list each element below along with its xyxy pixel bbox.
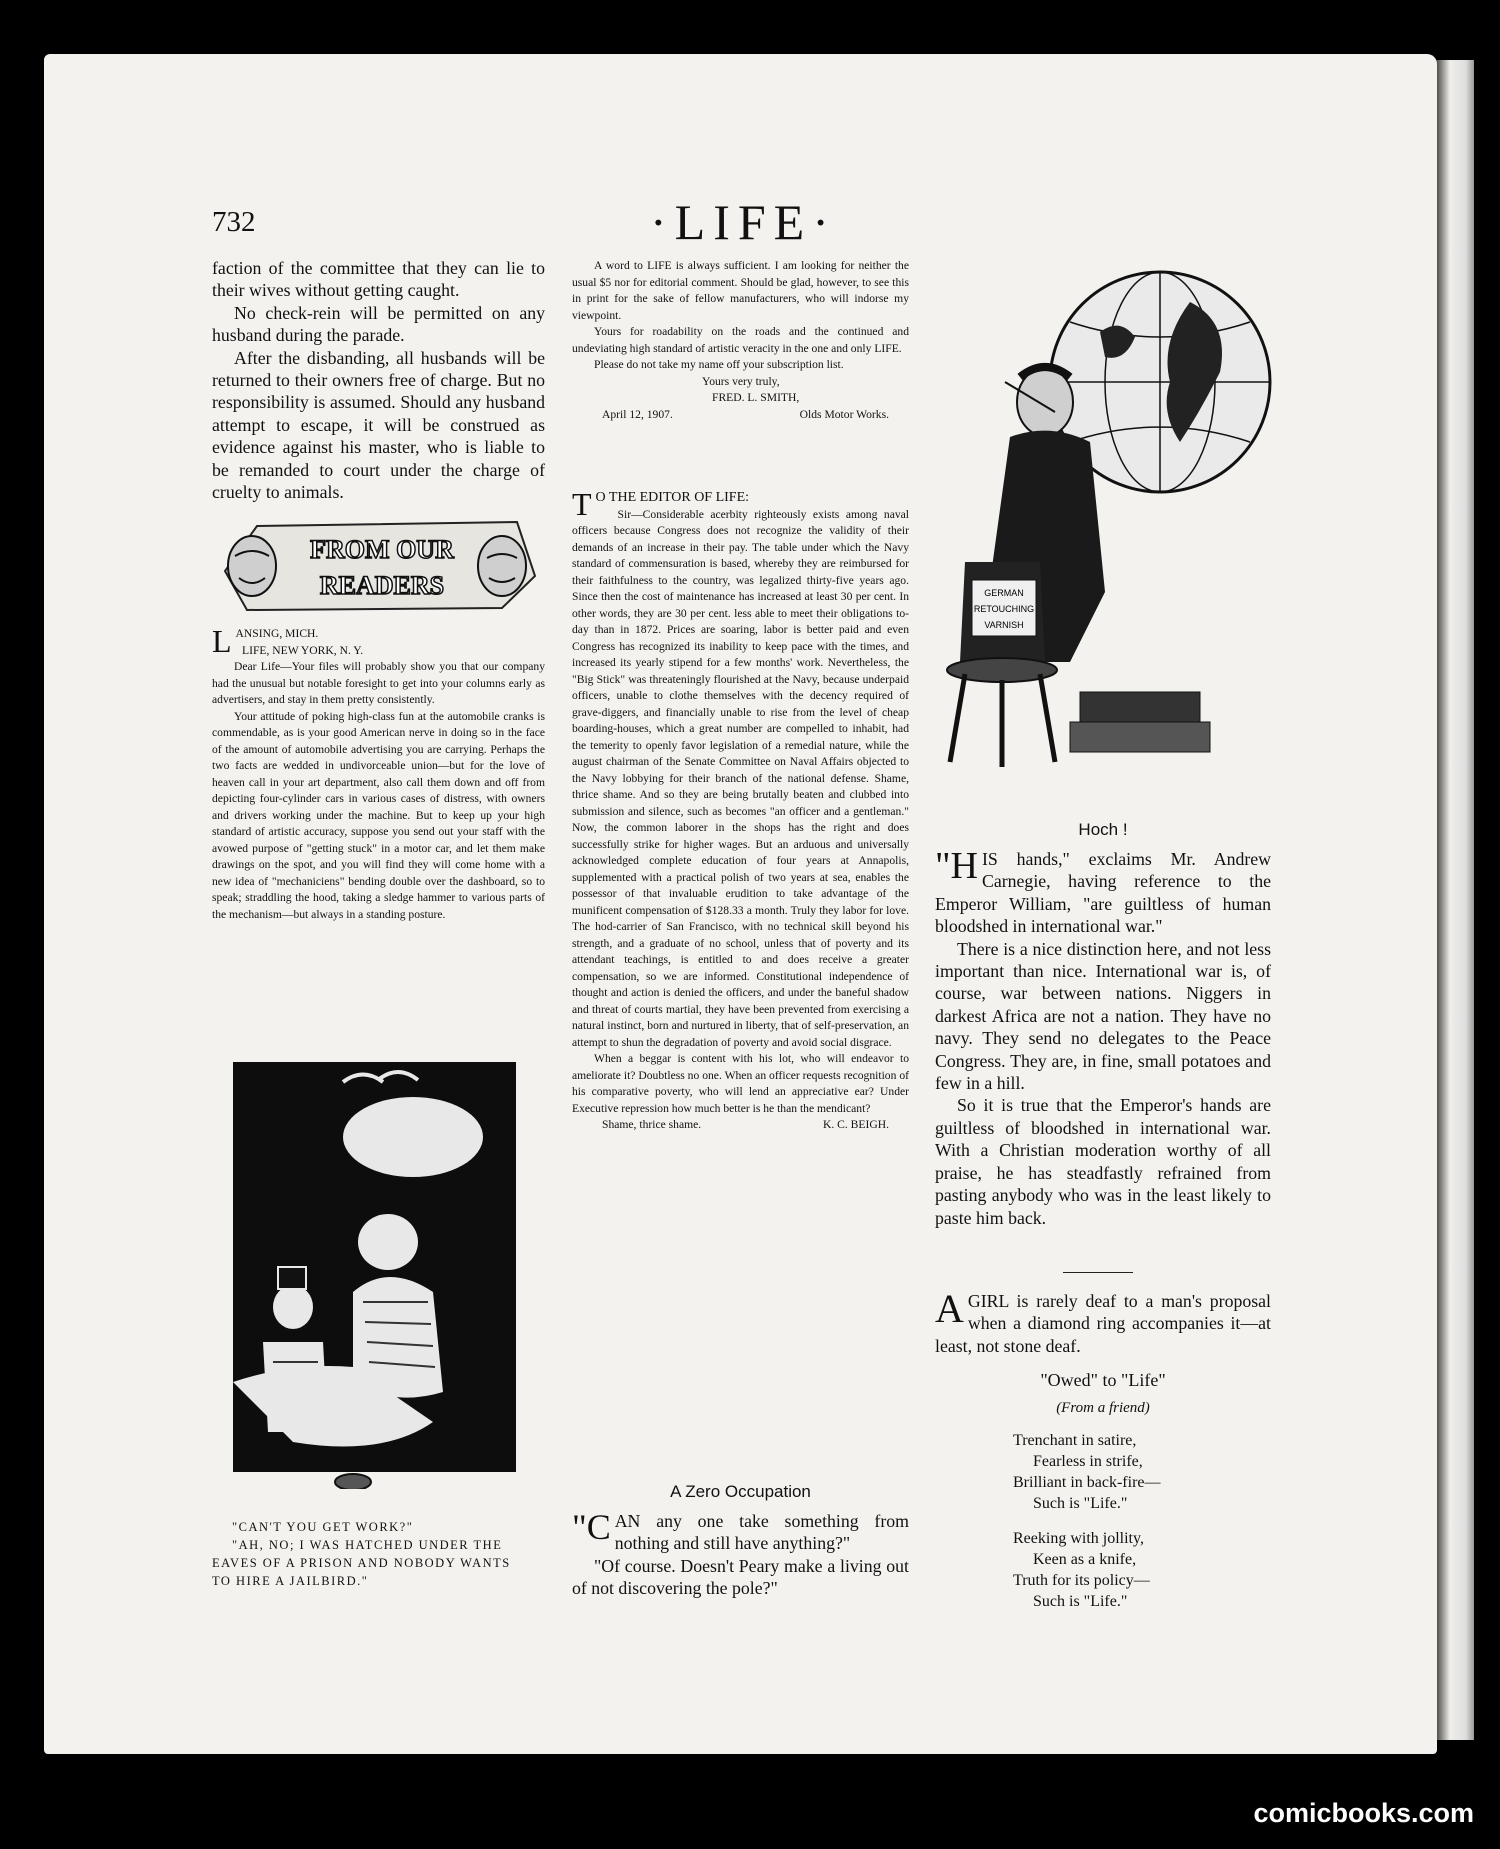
letter-company: Olds Motor Works. xyxy=(799,407,889,421)
paragraph: No check-rein will be permitted on any husband during the parade. xyxy=(212,302,545,346)
dropcap: "C xyxy=(572,1507,611,1547)
paragraph: A word to LIFE is always sufficient. I am looking for neither the usual $5 nor for editorial comment. Should be glad, however, to see this in print for the sake of fellow manufacturers, who will indorse my viewpoint. xyxy=(572,259,909,322)
stool-drawing xyxy=(947,658,1057,767)
zero-occupation-article xyxy=(572,1507,909,1600)
jailbird-cartoon xyxy=(233,1062,516,1489)
paragraph: faction of the committee that they can lie to their wives without getting caught. xyxy=(212,258,545,301)
banner-title-line2: READERS xyxy=(319,571,445,600)
masthead: ·LIFE· xyxy=(650,194,837,250)
face-left-drawing xyxy=(228,536,276,596)
poem-title: "Owed" to "Life" xyxy=(1040,1370,1166,1390)
page-gutter xyxy=(1434,60,1474,1740)
jar-label-line: VARNISH xyxy=(984,620,1024,630)
caption-line: "CAN'T YOU GET WORK?" xyxy=(232,1520,414,1534)
poem-line: Such is "Life." xyxy=(1033,1495,1128,1512)
face-right-drawing xyxy=(478,536,526,596)
paragraph: After the disbanding, all husbands will be returned to their owners free of charge. But no responsibility is assumed. Should any husband attempt to escape, it will be construed as evidence against his master, who is liable to be remanded to court under the charge of cruelty to animals. xyxy=(212,347,545,503)
paragraph: GIRL is rarely deaf to a man's proposal when a diamond ring accompanies it—at least, not stone deaf. xyxy=(935,1291,1271,1356)
poem-line: Brilliant in back-fire— xyxy=(1013,1474,1161,1491)
paragraph: Your attitude of poking high-class fun at the automobile cranks is commendable, as is your good American nerve in doing so in the face of the amount of automobile advertising you are carrying. Perhaps the two facts are wedded in undivorceable union—but for the love of heaven call in your art department, also call them down and off from depicting four-cylinder cars in various cases of distress, with owners and drivers working under the machine. But to keep up your high standard of artistic accuracy, suppose you send out your staff with the avowed purpose of "getting stuck" in a motor car, and let them make drawings on the spot, and you will find they will come home with a new idea of "mechaniciens" bending double over the dashboard, so to speak; straddling the hood, taking a sledge hammer to various parts of the mechanism—but always in a standing posture. xyxy=(212,709,545,921)
poem-line: Trenchant in satire, xyxy=(1013,1432,1137,1449)
books-drawing xyxy=(1070,692,1210,752)
letter-recipient: LIFE, NEW YORK, N. Y. xyxy=(242,643,364,657)
dropcap: L xyxy=(212,623,232,659)
letter-place: ANSING, MICH. xyxy=(235,627,319,640)
dropcap: T xyxy=(572,486,592,522)
paragraph: When a beggar is content with his lot, who will endeavor to ameliorate it? Doubtless no one. When an officer requests recognition of his comparative poverty, who will lend an appreciative ear? Under Executive repression how much better is he than the mendicant? xyxy=(572,1052,909,1115)
column-1-intro xyxy=(212,257,545,503)
emperor-globe-illustration xyxy=(930,262,1275,797)
editor-heading: O THE EDITOR OF LIFE: xyxy=(595,490,750,505)
caption-line: "AH, NO; I WAS HATCHED UNDER THE EAVES OF A PRISON AND NOBODY WANTS TO HIRE A JAILBIRD." xyxy=(212,1538,511,1588)
poem-stanza-1 xyxy=(1013,1430,1161,1514)
girl-joke xyxy=(935,1286,1271,1357)
varnish-jar-drawing xyxy=(960,562,1045,662)
letter-date: April 12, 1907. xyxy=(602,407,673,421)
page-number: 732 xyxy=(212,206,256,238)
paragraph: Dear Life—Your files will probably show you that our company had the unusual but notable foresight to get into your columns early as advertisers, and stay in them pretty consistently. xyxy=(212,660,545,706)
zero-occupation-title: A Zero Occupation xyxy=(670,1482,811,1501)
poem-subtitle: (From a friend) xyxy=(1056,1400,1150,1416)
hoch-article xyxy=(935,845,1271,1229)
hoch-title: Hoch ! xyxy=(1078,820,1128,839)
editor-close: Shame, thrice shame. xyxy=(602,1118,702,1131)
paragraph: There is a nice distinction here, and not less important than nice. International war is, of course, war between nations. Niggers in darkest Africa are not a nation. They have no navy. They send no delegates to the Peace Congress. They are, in fine, small potatoes and few in a hill. xyxy=(935,938,1271,1094)
letter-signer: FRED. L. SMITH, xyxy=(712,391,800,404)
paragraph: Please do not take my name off your subscription list. xyxy=(594,358,844,371)
paragraph: AN any one take something from nothing and still have anything?" xyxy=(614,1511,909,1554)
column-2-editor-letter xyxy=(572,486,909,1134)
from-our-readers-banner xyxy=(217,516,542,616)
jar-label-line: GERMAN xyxy=(984,588,1024,598)
poem-line: Truth for its policy— xyxy=(1013,1572,1150,1589)
jar-label-line: RETOUCHING xyxy=(973,604,1035,614)
poem-stanza-2 xyxy=(1013,1528,1150,1612)
paragraph: Yours for roadability on the roads and the continued and undeviating high standard of artistic veracity in the one and only LIFE. xyxy=(572,325,909,355)
poem-line: Reeking with jollity, xyxy=(1013,1530,1144,1547)
site-watermark: comicbooks.com xyxy=(1253,1798,1474,1828)
dropcap: "H xyxy=(935,845,978,887)
paragraph: IS hands," exclaims Mr. Andrew Carnegie, having reference to the Emperor William, "are guiltless of human bloodshed in international war." xyxy=(935,849,1271,937)
moon-drawing xyxy=(343,1097,483,1177)
dropcap: A xyxy=(935,1286,964,1331)
column-1-letter xyxy=(212,623,545,923)
poem-line: Fearless in strife, xyxy=(1033,1453,1143,1470)
paragraph: Sir—Considerable acerbity righteously exists among naval officers because Congress does not recognize the validity of their demands of an increase in their pay. The table under which the Navy standard of commensuration is based, whereby they are reimbursed for their faithfulness to the country, was legalized thirty-five years ago. Since then the cost of maintenance has increased at least 30 per cent. In other words, they are 30 per cent. less able to meet their obligations to-day than in 1872. Prices are soaring, labor is better paid and even Congress has recognized its inability to keep pace with the times, and increased its yearly stipend for a few months' work. Nevertheless, the "Big Stick" was threateningly flourished at the Navy, because underpaid officers, unable to clothe themselves with the decency required of grave-diggers, and financially unable to rise from the level of cheap boarding-houses, which a great number are compelled to inhabit, had the temerity to openly favor legislation of a remedial nature, while the august chairman of the Senate Committee on Naval Affairs objected to the Navy lobbying for their branch of the national defense. Shame, thrice shame. And so they are being brutally beaten and clubbed into submission and silence, such as becomes "an officer and a gentleman." Now, the common laborer in the shops has the right and does successfully strike for higher wages. But an arduous and universally acknowledged complete education of four years at Annapolis, supplemented with a practical polish of two years at sea, enables the possessor of that invaluable erudition to take advantage of the munificent compensation of $128.33 a month. Truly they labor for love. The hod-carrier of San Francisco, with no technical skill beyond his strength, and a graduate of no school, unless that of poverty and its attendant teachings, is entitled to and does receive a greater compensation, so we are informed. Constitutional independence of thought and action is denied the officers, and under the baneful shadow and threat of courts martial, they have been prevented from exercising a natural instinct, born and nurtured in liberty, that of self-preservation, an attempt to shun the degradation of poverty and avoid social disgrace. xyxy=(572,507,909,1049)
column-2-letter-continued xyxy=(572,258,909,423)
poem-line: Keen as a knife, xyxy=(1033,1551,1137,1568)
paragraph: "Of course. Doesn't Peary make a living out of not discovering the pole?" xyxy=(572,1555,909,1599)
poem-line: Such is "Life." xyxy=(1033,1593,1128,1610)
editor-signer: K. C. BEIGH. xyxy=(822,1118,889,1131)
section-divider xyxy=(1063,1272,1133,1273)
banner-title-line1: FROM OUR xyxy=(310,535,454,564)
cartoon-caption xyxy=(212,1518,532,1590)
letter-closing: Yours very truly, xyxy=(702,374,780,388)
paragraph: So it is true that the Emperor's hands are guiltless of bloodshed in international war. With a Christian moderation worthy of all praise, he has steadfastly refrained from pasting anybody who was in the least likely to paste him back. xyxy=(935,1095,1271,1228)
